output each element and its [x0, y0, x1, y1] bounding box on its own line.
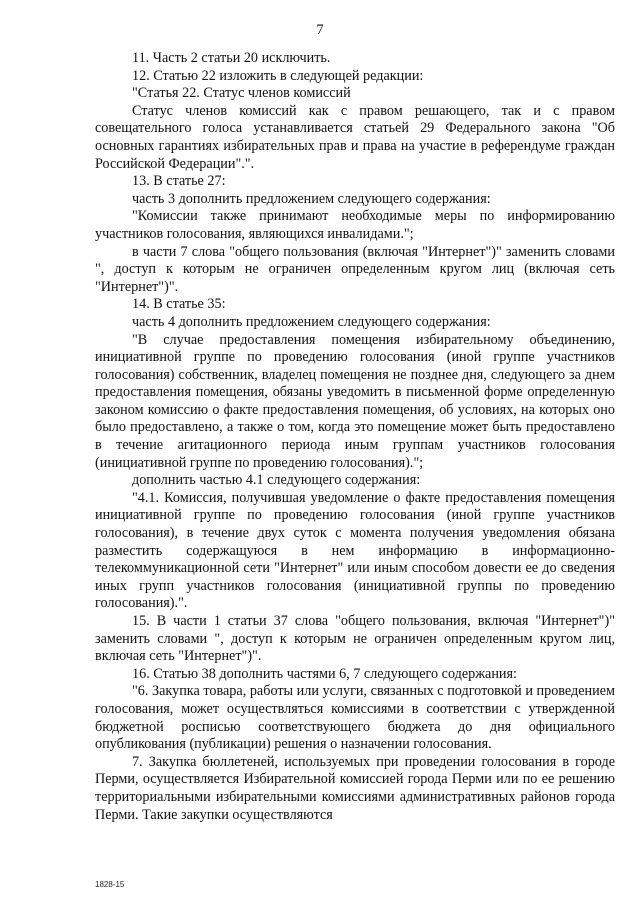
paragraph-13-part-3: часть 3 дополнить предложением следующего содержания:: [132, 190, 491, 207]
footer-document-code: 1828-15: [95, 880, 125, 889]
paragraph-14-part-4-1-quote: "4.1. Комиссия, получившая уведомление о факте предоставления помещения инициативной группе по проведению голосования (иной группе участников голосования), в течение двух суток с момента получения уведомления обязана разместить содержащуюся в нем информацию в информационно-телекоммуникационной сети "Интернет" или иным способом довести ее до сведения иных групп участников голосования (инициативной группы по проведению голосования).".: [95, 489, 615, 612]
paragraph-14-part-4-quote: "В случае предоставления помещения избирательному объединению, инициативной группе по проведению голосования (иной группе участников голосования) собственник, владелец помещения не позднее дня, следующего за днем предоставления помещения, обязаны уведомить в письменной форме определенную законом комиссию о факте предоставления помещения, об условиях, на которых оно было предоставлено, а также о том, когда это помещение может быть предоставлено в течение агитационного периода иным группам участников голосования (инициативной группе по проведению голосования).";: [95, 331, 615, 471]
paragraph-11: 11. Часть 2 статьи 20 исключить.: [132, 50, 331, 66]
article-22-text: Статус членов комиссий как с правом решающего, так и с правом совещательного голоса устанавливается статьей 29 Федерального закона "Об основных гарантиях избирательных прав и права на участие в референдуме граждан Российской Федерации".".: [95, 102, 615, 172]
document-body: [95, 50, 615, 824]
paragraph-16-part-7: 7. Закупка бюллетеней, используемых при проведении голосования в городе Перми, осуществляется Избирательной комиссией города Перми или по ее решению территориальными избирательными комиссиями административных районов города Перми. Такие закупки осуществляются: [95, 753, 615, 823]
paragraph-13-part-3-quote: "Комиссии также принимают необходимые меры по информированию участников голосования, являющихся инвалидами.";: [95, 208, 615, 242]
paragraph-16: 16. Статью 38 дополнить частями 6, 7 следующего содержания:: [132, 665, 517, 682]
paragraph-14: 14. В статье 35:: [132, 296, 226, 313]
paragraph-16-part-6: "6. Закупка товара, работы или услуги, связанных с подготовкой и проведением голосования, может осуществляться комиссиями в соответствии с утвержденной бюджетной росписью соответствующего бюджета до дня официального опубликования (публикации) решения о назначении голосования.: [95, 683, 615, 753]
paragraph-14-part-4-1: дополнить частью 4.1 следующего содержания:: [132, 472, 421, 489]
paragraph-12: 12. Статью 22 изложить в следующей редакции:: [132, 67, 424, 84]
paragraph-15: 15. В части 1 статьи 37 слова "общего пользования, включая "Интернет")" заменить словами ", доступ к которым не ограничен определенным кругом лиц, включая сеть "Интернет")".: [95, 613, 615, 665]
paragraph-13: 13. В статье 27:: [132, 173, 226, 190]
article-22-heading: "Статья 22. Статус членов комиссий: [132, 85, 351, 102]
page-number: 7: [316, 22, 324, 38]
paragraph-13-part-7: в части 7 слова "общего пользования (включая "Интернет")" заменить словами ", доступ к которым не ограничен определенным кругом лиц (включая сеть "Интернет")".: [95, 243, 615, 295]
paragraph-14-part-4: часть 4 дополнить предложением следующего содержания:: [132, 313, 491, 330]
